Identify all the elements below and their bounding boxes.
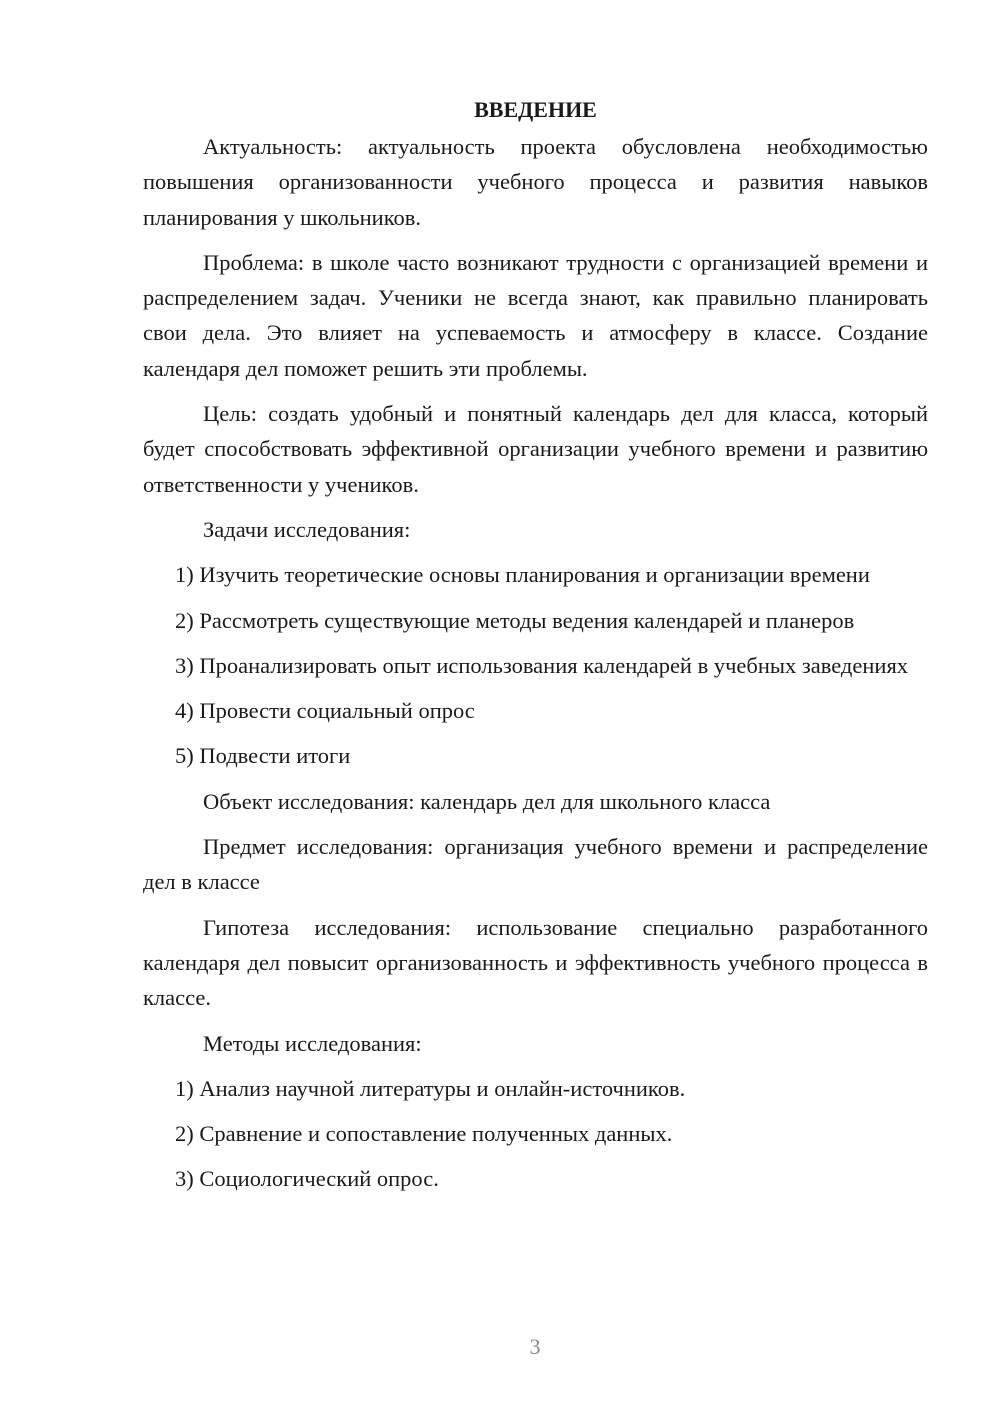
methods-title: Методы исследования: — [203, 1030, 422, 1056]
task-item: 3) Проанализировать опыт использования календарей в учебных заведениях — [175, 652, 909, 678]
goal-paragraph: Цель: создать удобный и понятный календарь дел для класса, который будет способствовать эффективной организации учебного времени и развитию ответственности у учеников. — [143, 401, 928, 497]
relevance-paragraph: Актуальность: актуальность проекта обусловлена необходимостью повышения организованности учебного процесса и развития навыков планирования у школьников. — [143, 134, 928, 230]
page-number: 3 — [529, 1334, 541, 1359]
problem-paragraph: Проблема: в школе часто возникают трудности с организацией времени и распределением задач. Ученики не всегда знают, как правильно планировать свои дела. Это влияет на успеваемость и атмосферу в классе. Создание календаря дел поможет решить эти проблемы. — [143, 249, 928, 381]
document-body — [143, 92, 928, 1207]
section-heading: ВВЕДЕНИЕ — [474, 97, 597, 122]
method-item: 1) Анализ научной литературы и онлайн-источников. — [175, 1075, 686, 1101]
object-paragraph: Объект исследования: календарь дел для школьного класса — [203, 788, 771, 814]
method-item: 3) Социологический опрос. — [175, 1166, 439, 1192]
task-item: 4) Провести социальный опрос — [175, 698, 475, 724]
tasks-title: Задачи исследования: — [203, 516, 411, 542]
task-item: 1) Изучить теоретические основы планирования и организации времени — [175, 562, 870, 588]
subject-paragraph: Предмет исследования: организация учебного времени и распределение дел в классе — [143, 834, 928, 895]
hypothesis-paragraph: Гипотеза исследования: использование специально разработанного календаря дел повысит организованность и эффективность учебного процесса в классе. — [143, 914, 928, 1011]
task-item: 2) Рассмотреть существующие методы ведения календарей и планеров — [175, 607, 855, 633]
task-item: 5) Подвести итоги — [175, 743, 351, 769]
method-item: 2) Сравнение и сопоставление полученных данных. — [175, 1121, 673, 1147]
